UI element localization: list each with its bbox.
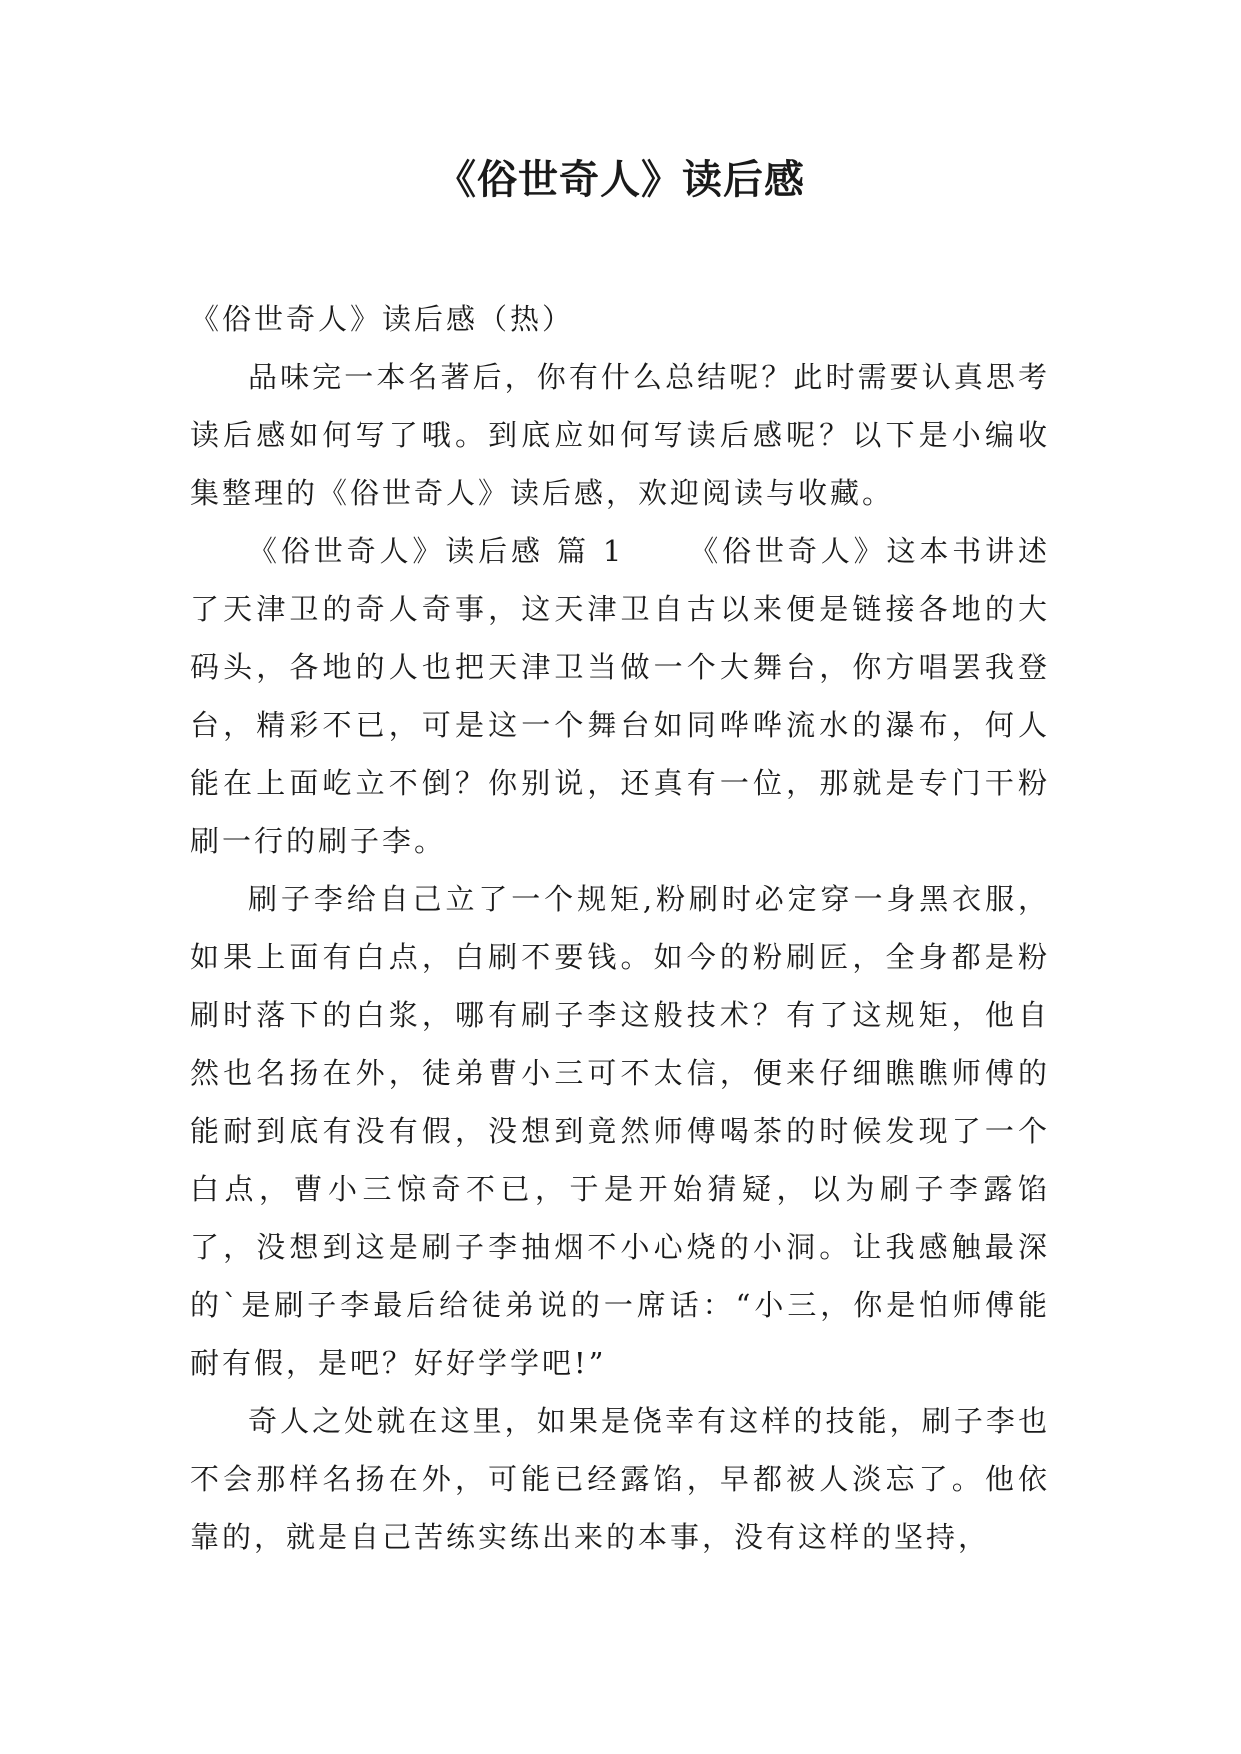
document-subtitle: 《俗世奇人》读后感（热）	[190, 302, 575, 336]
section-first-text: 《俗世奇人》这本书讲述了天津卫的奇人奇事，这天津卫自古以来便是链接各地的大码头，各地的人也把天津卫当做一个大舞台，你方唱罢我登台，精彩不已，可是这一个舞台如同哗哗流水的瀑布，何人能在上面屹立不倒？你别说，还真有一位，那就是专门干粉刷一行的刷子李。	[190, 534, 1050, 858]
section-first-paragraph	[190, 522, 1050, 870]
section-heading: 《俗世奇人》读后感 篇 1	[248, 534, 625, 568]
body-paragraph: 刷子李给自己立了一个规矩,粉刷时必定穿一身黑衣服，如果上面有白点，白刷不要钱。如今的粉刷匠，全身都是粉刷时落下的白浆，哪有刷子李这般技术？有了这规矩，他自然也名扬在外，徒弟曹小三可不太信，便来仔细瞧瞧师傅的能耐到底有没有假，没想到竟然师傅喝茶的时候发现了一个白点，曹小三惊奇不已，于是开始猜疑，以为刷子李露馅了，没想到这是刷子李抽烟不小心烧的小洞。让我感触最深的`是刷子李最后给徒弟说的一席话：“小三，你是怕师傅能耐有假，是吧？好好学学吧!”	[190, 882, 1050, 1380]
intro-paragraph: 品味完一本名著后，你有什么总结呢？此时需要认真思考读后感如何写了哦。到底应如何写读后感呢？以下是小编收集整理的《俗世奇人》读后感，欢迎阅读与收藏。	[190, 360, 1050, 510]
body-paragraph: 奇人之处就在这里，如果是侥幸有这样的技能，刷子李也不会那样名扬在外，可能已经露馅，早都被人淡忘了。他依靠的，就是自己苦练实练出来的本事，没有这样的坚持，	[190, 1404, 1050, 1554]
document-body	[190, 290, 1050, 1566]
document-title: 《俗世奇人》读后感	[436, 156, 805, 203]
